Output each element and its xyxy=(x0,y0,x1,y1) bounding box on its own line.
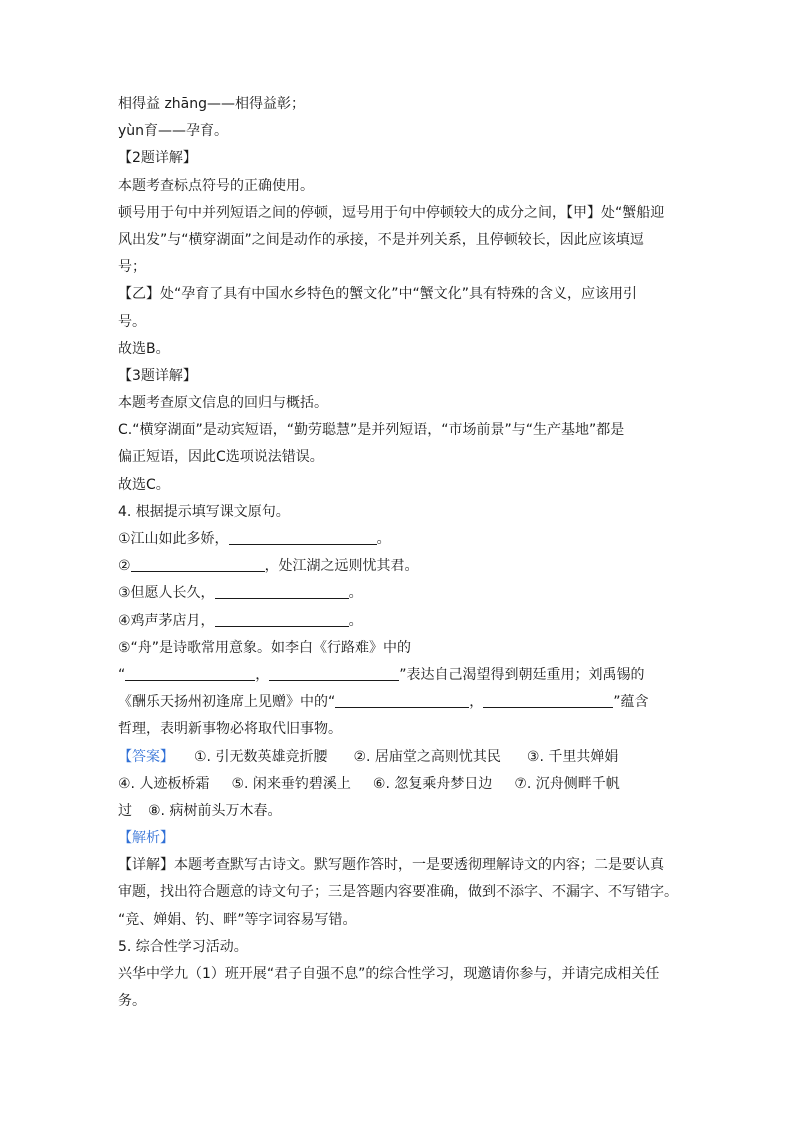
fill-tail: ，处江湖之远则忧其君。 xyxy=(264,558,419,575)
answer-item: ⑦. 沉舟侧畔千帆 xyxy=(514,775,620,792)
answer-item: ⑧. 病树前头万木春。 xyxy=(148,802,282,819)
text-line: 偏正短语，因此C选项说法错误。 xyxy=(118,449,324,466)
answer-blank xyxy=(269,665,399,681)
fill-tail: ”表达自己渴望得到朝廷重用；刘禹锡的 xyxy=(399,666,645,683)
text-line: 顿号用于句中并列短语之间的停顿，逗号用于句中停顿较大的成分之间，【甲】处“蟹船迎 xyxy=(118,204,665,221)
fill-prompt: ③但愿人长久， xyxy=(118,585,215,602)
fill-line xyxy=(118,689,678,716)
answer-line xyxy=(118,798,678,825)
fill-tail: 。 xyxy=(348,612,363,629)
fill-prompt: “ xyxy=(118,666,126,683)
answer-item: ④. 人迹板桥霜 xyxy=(118,775,210,792)
answer-item: ⑤. 闲来垂钓碧溪上 xyxy=(231,775,351,792)
text-line: “竞、婵娟、钓、畔”等字词容易写错。 xyxy=(118,911,357,928)
text-line: 审题，找出符合题意的诗文句子；三是答题内容要准确，做到不添字、不漏字、不写错字。 xyxy=(118,884,678,901)
text-line: ⑤“舟”是诗歌常用意象。如李白《行路难》中的 xyxy=(118,639,412,656)
fill-tail: 。 xyxy=(348,585,363,602)
fill-line xyxy=(118,553,678,580)
fill-prompt: ② xyxy=(118,558,131,575)
answer-blank xyxy=(229,529,377,545)
question-title: 4. 根据提示填写课文原句。 xyxy=(118,503,290,520)
answer-blank xyxy=(125,665,255,681)
answer-blank xyxy=(215,583,349,599)
text-line: C.“横穿湖面”是动宾短语，“勤劳聪慧”是并列短语，“市场前景”与“生产基地”都是 xyxy=(118,422,625,439)
answer-label: 【答案】 xyxy=(118,748,174,765)
answer-blank xyxy=(215,611,349,627)
answer-item: ⑥. 忽复乘舟梦日边 xyxy=(372,775,493,792)
text-line: 哲理，表明新事物必将取代旧事物。 xyxy=(118,721,342,738)
answer-line xyxy=(118,744,678,771)
question-title: 5. 综合性学习活动。 xyxy=(118,938,248,955)
text-line: 相得益 zhāng——相得益彰； xyxy=(118,96,306,112)
answer-blank xyxy=(131,556,265,572)
text-line: 故选B。 xyxy=(118,340,170,357)
document-body xyxy=(118,91,678,1015)
fill-line xyxy=(118,608,678,635)
fill-tail: ”蕴含 xyxy=(613,694,649,711)
text-line: 故选C。 xyxy=(118,476,170,493)
fill-prompt: ④鸡声茅店月， xyxy=(118,612,215,629)
text-line: 本题考查标点符号的正确使用。 xyxy=(118,177,314,194)
answer-blank xyxy=(483,692,613,708)
section-heading: 【3题详解】 xyxy=(118,367,197,384)
text-line: 兴华中学九（1）班开展“君子自强不息”的综合性学习，现邀请你参与，并请完成相关任 xyxy=(118,966,660,982)
text-line: 号； xyxy=(118,259,146,276)
text-line: 风出发”与“横穿湖面”之间是动作的承接，不是并列关系，且停顿较长，因此应该填逗 xyxy=(118,231,644,248)
fill-line xyxy=(118,662,678,689)
fill-tail: 。 xyxy=(376,531,391,547)
text-line: 【乙】处“孕育了具有中国水乡特色的蟹文化”中“蟹文化”具有特殊的含义，应该用引 xyxy=(118,286,638,303)
text-line: yùn育——孕育。 xyxy=(118,123,229,140)
fill-comma: ， xyxy=(469,694,484,711)
fill-prompt: ①江山如此多娇， xyxy=(118,531,229,547)
fill-line xyxy=(118,580,678,607)
text-line: 本题考查原文信息的回归与概括。 xyxy=(118,395,328,412)
fill-comma: ， xyxy=(255,666,270,683)
text-line: 号。 xyxy=(118,313,146,330)
answer-blank xyxy=(335,692,469,708)
answer-item: 过 xyxy=(118,802,132,819)
text-line: 【详解】本题考查默写古诗文。默写题作答时，一是要透彻理解诗文的内容；二是要认真 xyxy=(118,857,664,874)
answer-item: ①. 引无数英雄竞折腰 xyxy=(194,748,328,765)
text-line: 务。 xyxy=(118,993,146,1010)
section-heading: 【2题详解】 xyxy=(118,150,197,167)
answer-item: ②. 居庙堂之高则忧其民 xyxy=(353,748,501,765)
fill-prompt: 《酬乐天扬州初逢席上见赠》中的“ xyxy=(118,694,336,711)
answer-line xyxy=(118,771,678,798)
analysis-label: 【解析】 xyxy=(118,830,174,847)
fill-line xyxy=(118,526,678,553)
answer-item: ③. 千里共婵娟 xyxy=(526,748,619,765)
